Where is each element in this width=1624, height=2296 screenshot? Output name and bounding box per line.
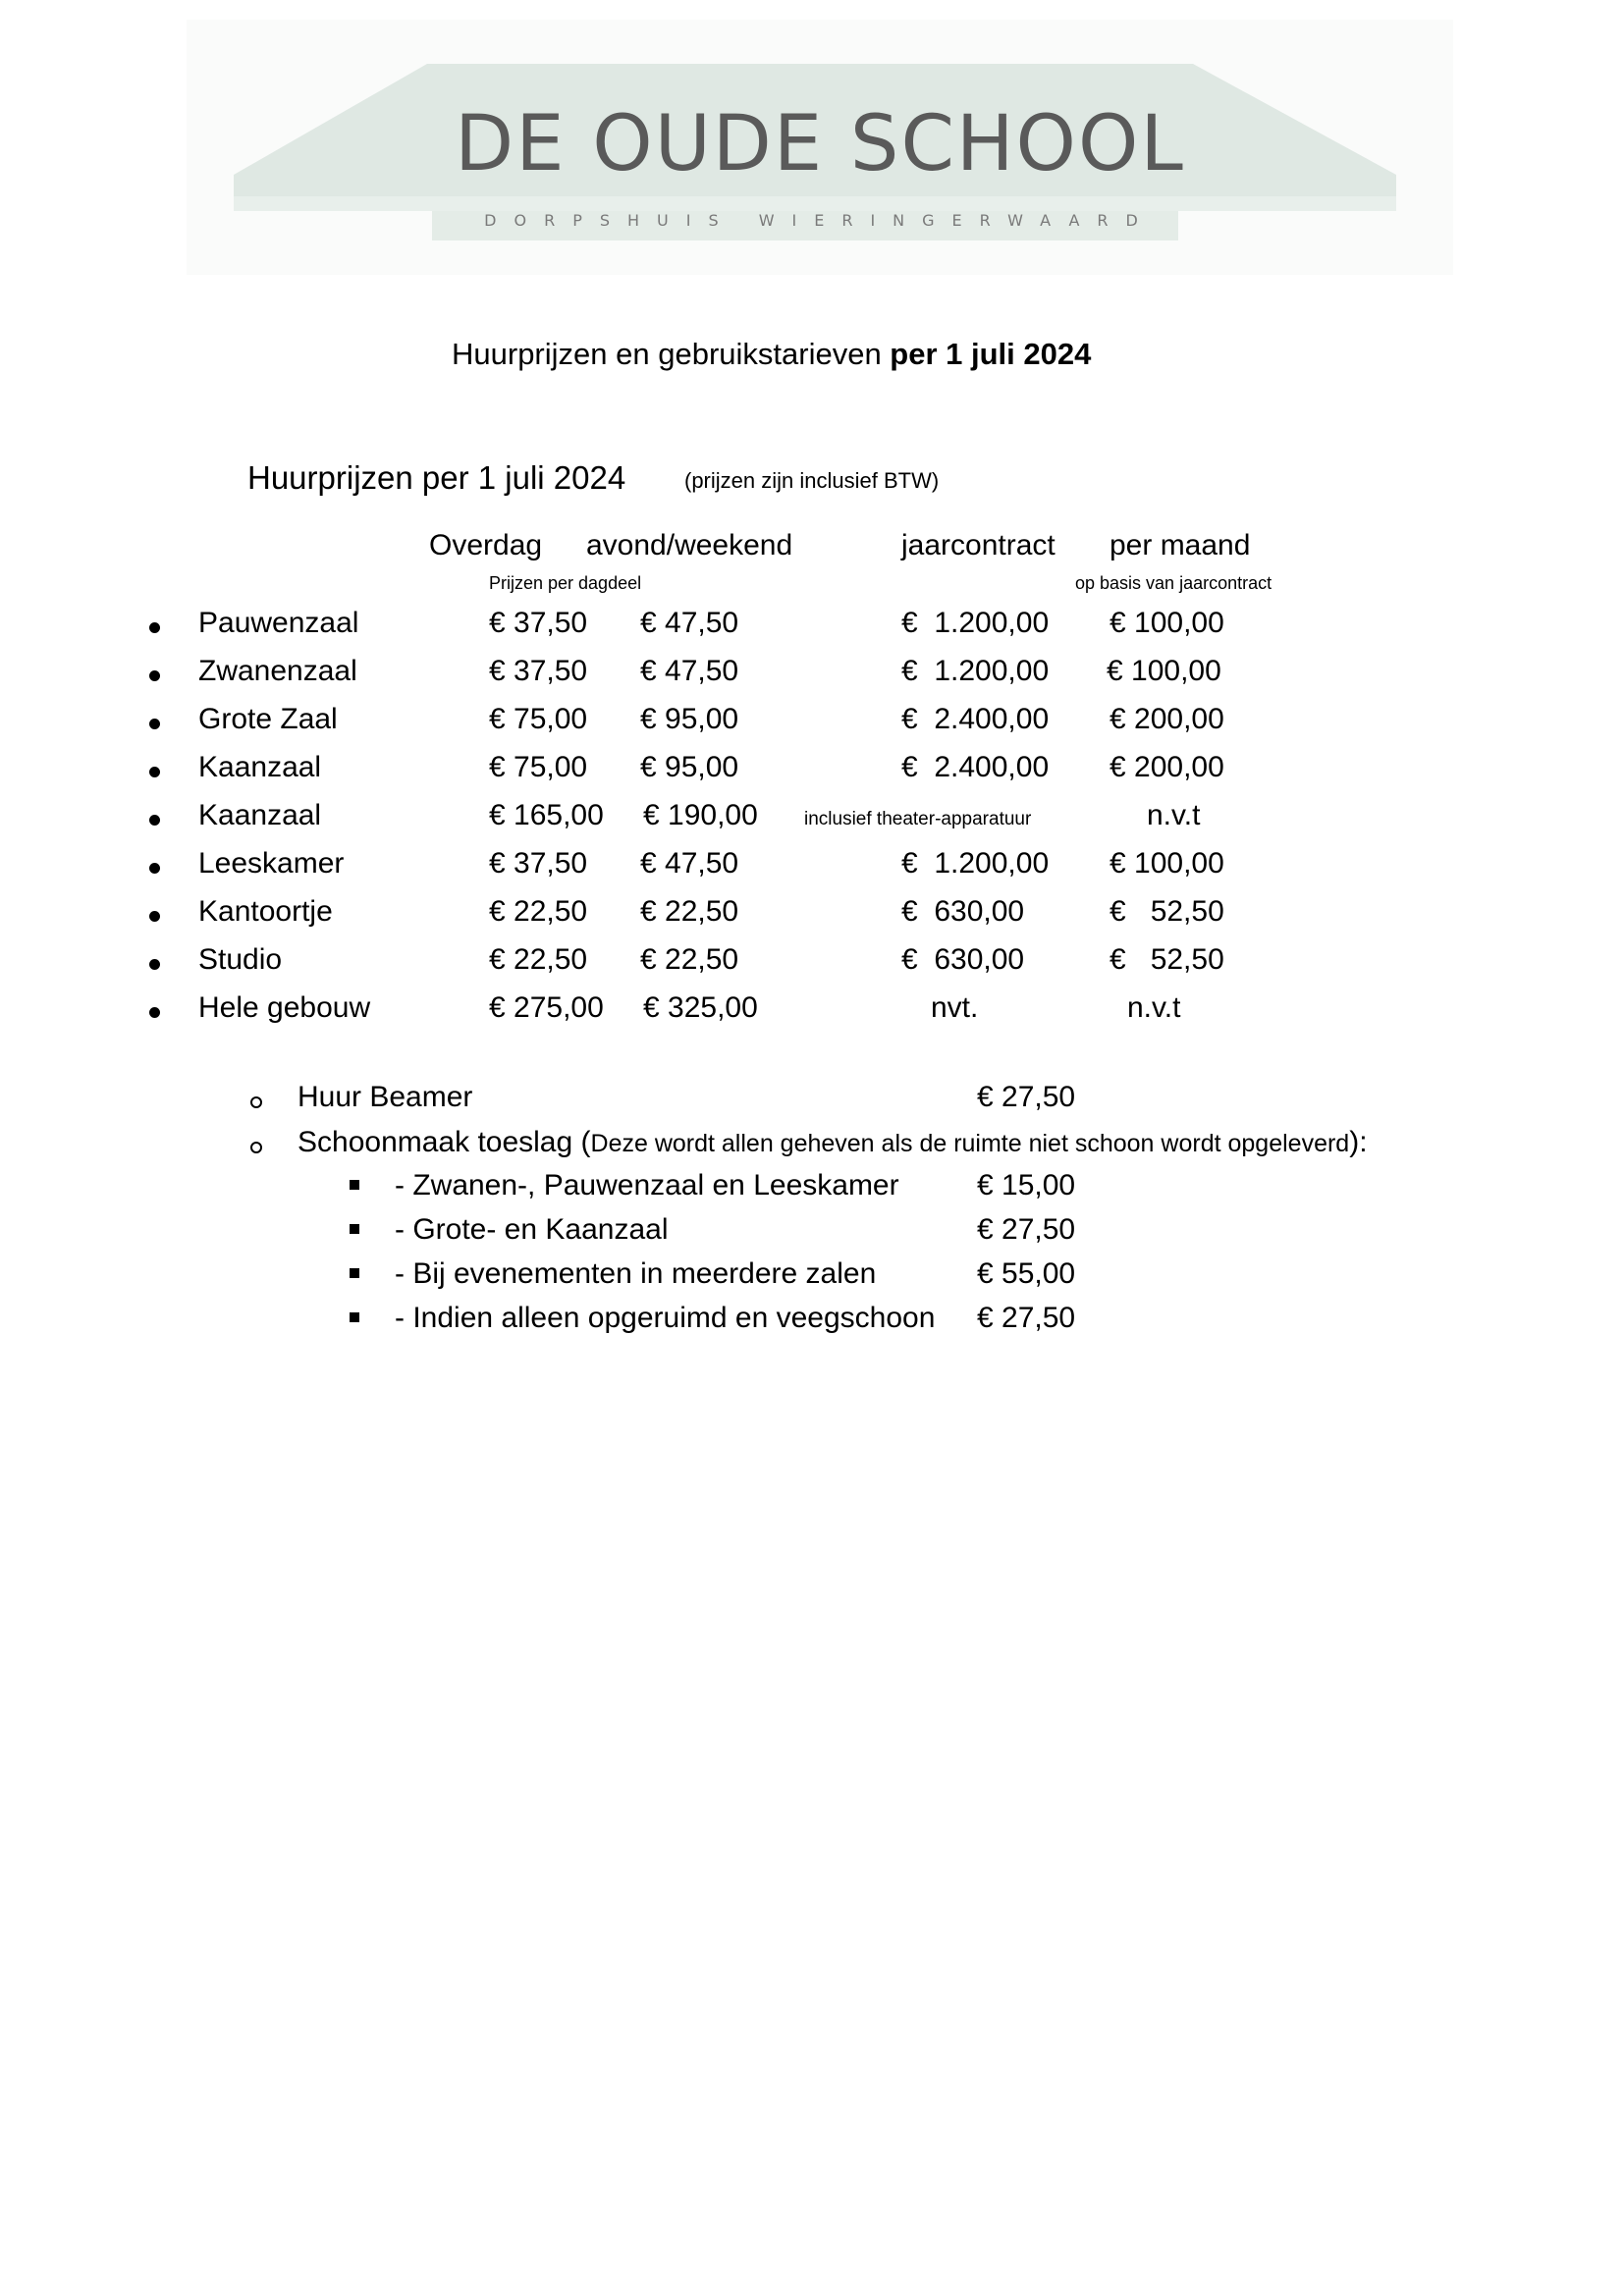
cleaning-heading bbox=[298, 1126, 1368, 1159]
col-header-per-maand: per maand bbox=[1110, 529, 1251, 561]
room-name: Grote Zaal bbox=[198, 703, 338, 735]
section-title: Huurprijzen per 1 juli 2024 bbox=[247, 459, 626, 496]
price-avond: € 22,50 bbox=[640, 943, 739, 976]
table-row bbox=[0, 603, 1624, 651]
price-avond: € 95,00 bbox=[640, 703, 739, 735]
col-header-overdag: Overdag bbox=[429, 529, 543, 561]
room-name: Pauwenzaal bbox=[198, 607, 359, 639]
bullet-icon bbox=[149, 719, 160, 729]
room-name: Kaanzaal bbox=[198, 751, 322, 783]
col-subheader-dagdeel: Prijzen per dagdeel bbox=[489, 573, 642, 593]
col-header-avond: avond/weekend bbox=[586, 529, 793, 561]
price-avond: € 47,50 bbox=[640, 655, 739, 687]
cleaning-item-label: - Indien alleen opgeruimd en veegschoon bbox=[395, 1302, 936, 1334]
price-per-maand: n.v.t bbox=[1127, 991, 1181, 1024]
page-title-bold: per 1 juli 2024 bbox=[890, 337, 1092, 371]
price-avond: € 325,00 bbox=[643, 991, 758, 1024]
table-row bbox=[0, 843, 1624, 891]
price-avond: € 22,50 bbox=[640, 895, 739, 928]
cleaning-item-price: € 27,50 bbox=[977, 1213, 1076, 1246]
cleaning-note: Deze wordt allen geheven als de ruimte niet schoon wordt opgeleverd bbox=[590, 1130, 1350, 1157]
room-name: Kaanzaal bbox=[198, 799, 322, 831]
price-overdag: € 22,50 bbox=[489, 895, 588, 928]
cleaning-item-label: - Grote- en Kaanzaal bbox=[395, 1213, 669, 1246]
price-jaarcontract-note: inclusief theater-apparatuur bbox=[804, 809, 1032, 829]
bullet-icon bbox=[149, 959, 160, 970]
price-overdag: € 22,50 bbox=[489, 943, 588, 976]
cleaning-item-price: € 15,00 bbox=[977, 1169, 1076, 1201]
cleaning-item-label: - Bij evenementen in meerdere zalen bbox=[395, 1257, 877, 1290]
cleaning-item-price: € 55,00 bbox=[977, 1257, 1076, 1290]
beamer-label: Huur Beamer bbox=[298, 1081, 473, 1113]
room-name: Leeskamer bbox=[198, 847, 345, 880]
square-bullet-icon bbox=[350, 1312, 359, 1322]
cleaning-tail: ): bbox=[1349, 1126, 1368, 1158]
bullet-icon bbox=[149, 670, 160, 681]
price-per-maand: € 52,50 bbox=[1110, 943, 1224, 976]
page-title-prefix: Huurprijzen en gebruikstarieven bbox=[452, 337, 891, 371]
bullet-icon bbox=[149, 815, 160, 826]
col-header-jaarcontract: jaarcontract bbox=[901, 529, 1056, 561]
price-overdag: € 165,00 bbox=[489, 799, 604, 831]
room-name: Hele gebouw bbox=[198, 991, 371, 1024]
page-title bbox=[452, 337, 1091, 372]
table-row bbox=[0, 699, 1624, 747]
room-name: Kantoortje bbox=[198, 895, 333, 928]
table-row bbox=[0, 747, 1624, 795]
table-row bbox=[0, 795, 1624, 843]
bullet-icon bbox=[149, 1007, 160, 1018]
bullet-icon bbox=[149, 622, 160, 633]
price-per-maand: € 200,00 bbox=[1110, 703, 1224, 735]
price-per-maand: € 52,50 bbox=[1110, 895, 1224, 928]
price-jaarcontract: € 1.200,00 bbox=[901, 655, 1050, 687]
logo bbox=[187, 20, 1453, 275]
price-jaarcontract: € 2.400,00 bbox=[901, 751, 1050, 783]
cleaning-label: Schoonmaak toeslag ( bbox=[298, 1126, 591, 1158]
col-subheader-jaarcontract: op basis van jaarcontract bbox=[1075, 573, 1272, 593]
square-bullet-icon bbox=[350, 1268, 359, 1278]
price-jaarcontract: € 630,00 bbox=[901, 895, 1025, 928]
cleaning-item-price: € 27,50 bbox=[977, 1302, 1076, 1334]
section-note: (prijzen zijn inclusief BTW) bbox=[684, 468, 940, 493]
price-per-maand: € 100,00 bbox=[1107, 655, 1221, 687]
price-overdag: € 37,50 bbox=[489, 847, 588, 880]
logo-title: DE OUDE SCHOOL bbox=[455, 100, 1185, 188]
price-jaarcontract: nvt. bbox=[931, 991, 979, 1024]
cleaning-item-label: - Zwanen-, Pauwenzaal en Leeskamer bbox=[395, 1169, 899, 1201]
price-per-maand: € 100,00 bbox=[1110, 847, 1224, 880]
room-name: Studio bbox=[198, 943, 283, 976]
price-jaarcontract: € 2.400,00 bbox=[901, 703, 1050, 735]
price-avond: € 190,00 bbox=[643, 799, 758, 831]
room-name: Zwanenzaal bbox=[198, 655, 357, 687]
beamer-price: € 27,50 bbox=[977, 1081, 1076, 1113]
price-per-maand: n.v.t bbox=[1147, 799, 1201, 831]
bullet-icon bbox=[149, 767, 160, 777]
square-bullet-icon bbox=[350, 1180, 359, 1190]
price-overdag: € 37,50 bbox=[489, 655, 588, 687]
square-bullet-icon bbox=[350, 1224, 359, 1234]
table-row bbox=[0, 891, 1624, 939]
price-overdag: € 75,00 bbox=[489, 703, 588, 735]
bullet-icon bbox=[149, 863, 160, 874]
price-avond: € 47,50 bbox=[640, 607, 739, 639]
price-per-maand: € 200,00 bbox=[1110, 751, 1224, 783]
price-avond: € 47,50 bbox=[640, 847, 739, 880]
price-avond: € 95,00 bbox=[640, 751, 739, 783]
table-row bbox=[0, 988, 1624, 1036]
circle-bullet-icon bbox=[250, 1096, 262, 1108]
price-jaarcontract: € 1.200,00 bbox=[901, 847, 1050, 880]
price-per-maand: € 100,00 bbox=[1110, 607, 1224, 639]
table-row bbox=[0, 939, 1624, 988]
circle-bullet-icon bbox=[250, 1142, 262, 1153]
price-overdag: € 275,00 bbox=[489, 991, 604, 1024]
price-overdag: € 37,50 bbox=[489, 607, 588, 639]
price-overdag: € 75,00 bbox=[489, 751, 588, 783]
price-jaarcontract: € 630,00 bbox=[901, 943, 1025, 976]
logo-subtitle: DORPSHUIS WIERINGERWAARD bbox=[484, 211, 1156, 230]
bullet-icon bbox=[149, 911, 160, 922]
table-row bbox=[0, 651, 1624, 699]
price-jaarcontract: € 1.200,00 bbox=[901, 607, 1050, 639]
